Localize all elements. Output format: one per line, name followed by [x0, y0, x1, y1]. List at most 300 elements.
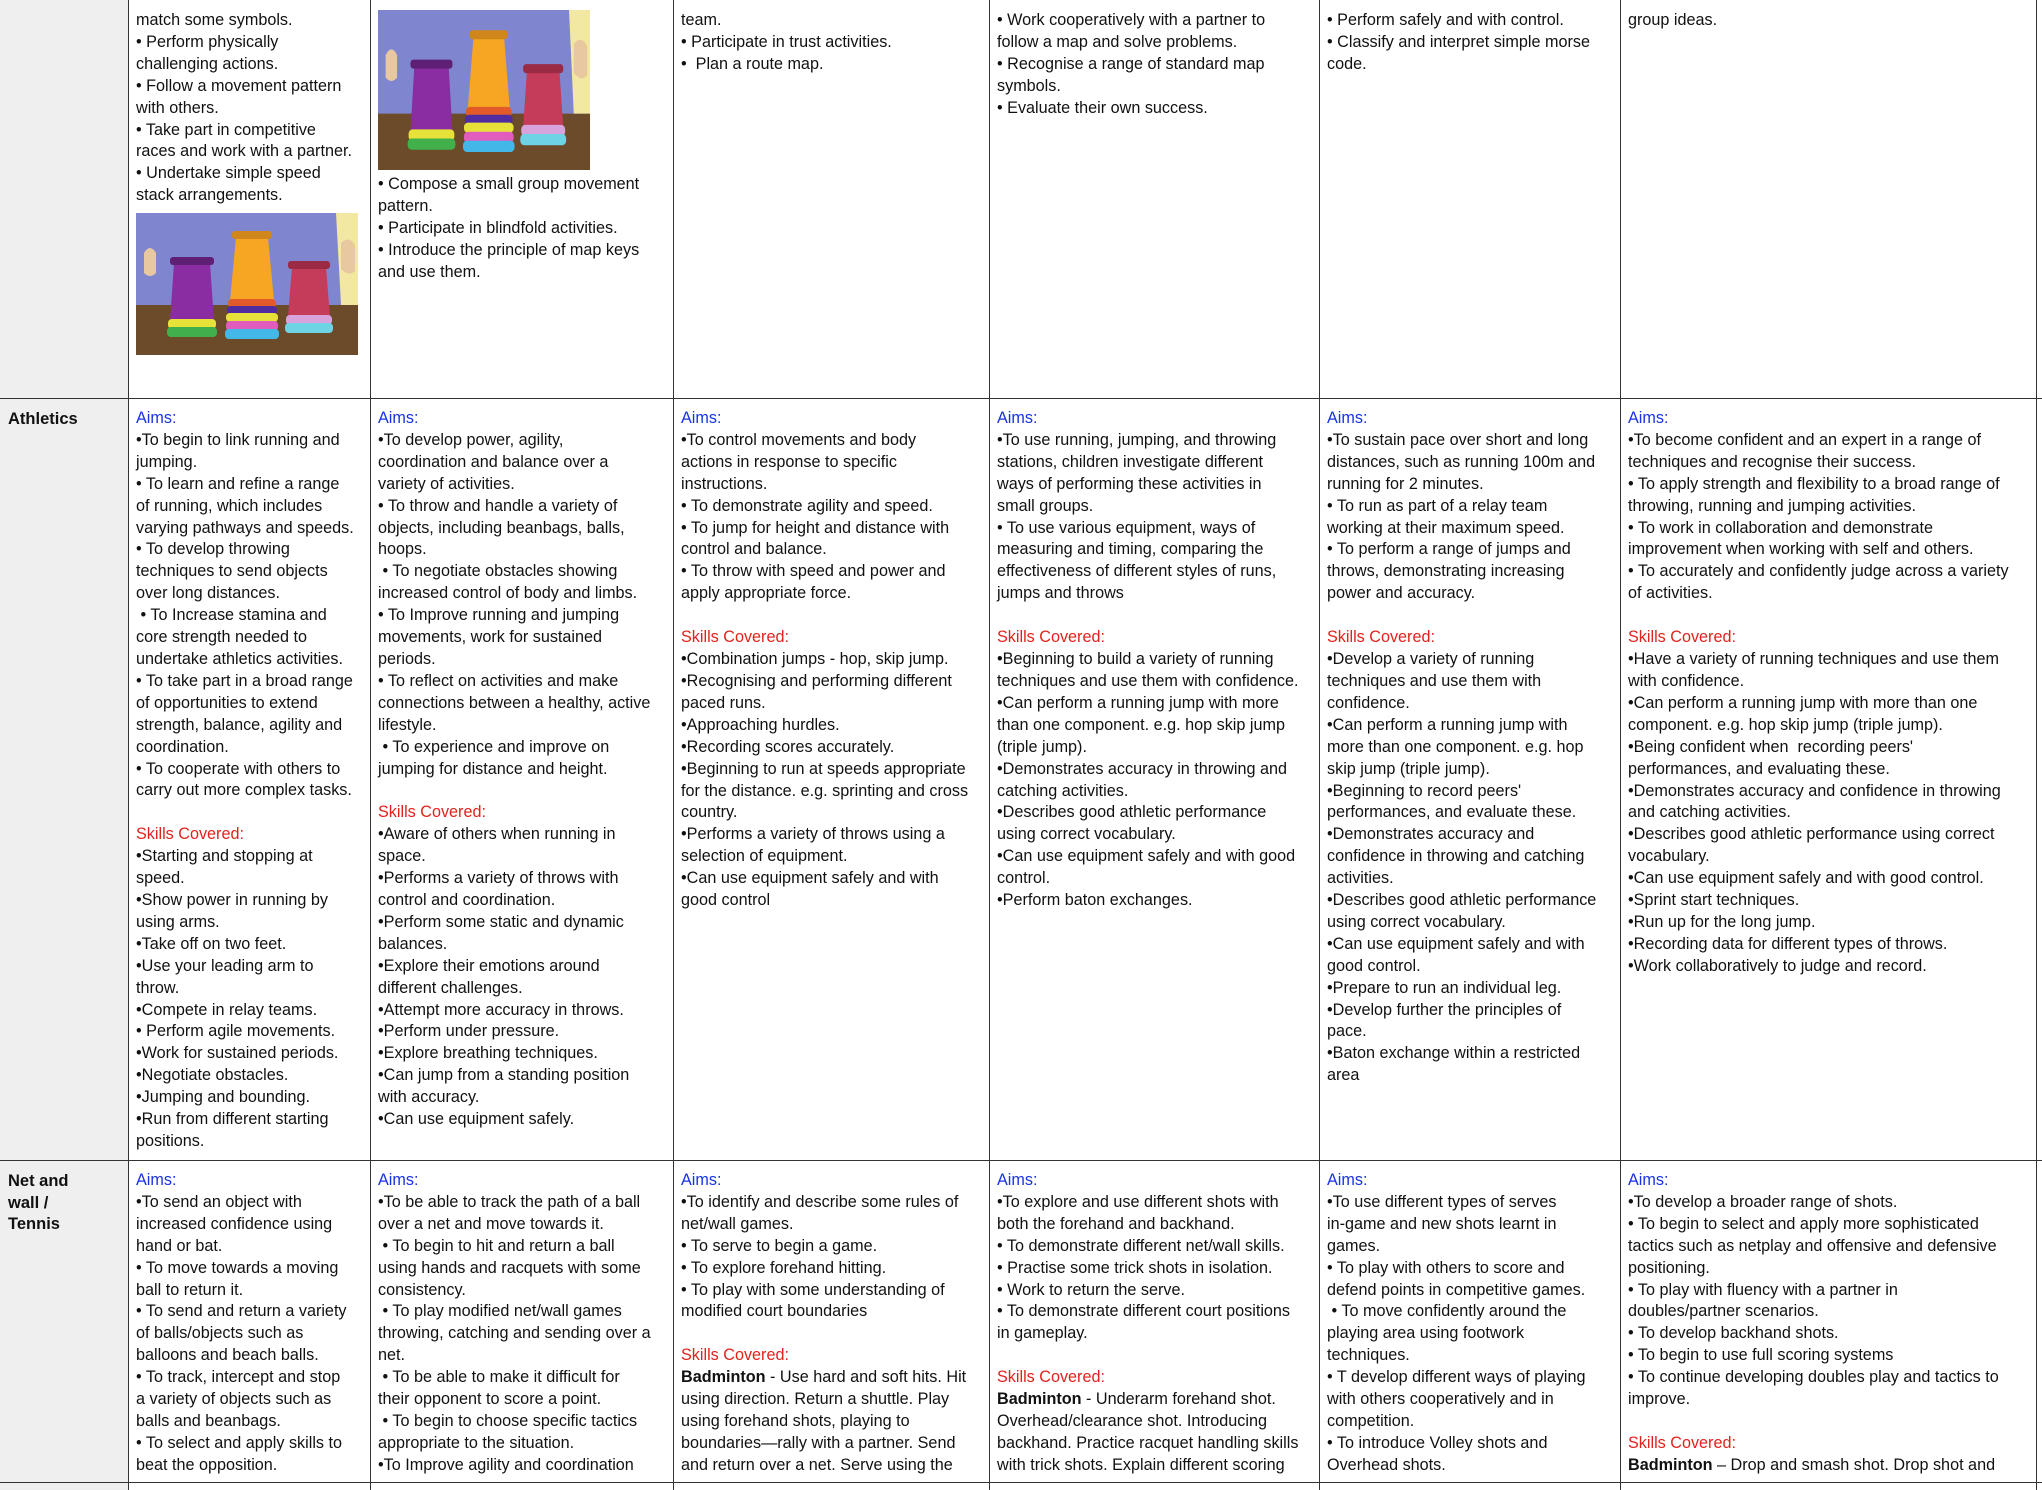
skills-bullet: •Recognising and performing different — [681, 671, 952, 690]
aims-bullet: of activities. — [1628, 584, 1713, 603]
aims-bullet: • To take part in a broad range — [136, 671, 353, 690]
skills-bullet: with accuracy. — [378, 1088, 480, 1107]
skills-bullet: •Describes good athletic performance using correct — [1628, 825, 1995, 844]
aims-bullet: • To negotiate obstacles showing — [378, 562, 618, 581]
aims-bullet: • To begin to use full scoring systems — [1628, 1346, 1894, 1365]
skills-covered-heading: Skills Covered: — [1327, 628, 1435, 647]
aims-bullet: movements, work for sustained — [378, 628, 603, 647]
aims-bullet: doubles/partner scenarios. — [1628, 1302, 1819, 1321]
skills-bullet: •Sprint start techniques. — [1628, 891, 1800, 910]
skills-bullet: •Demonstrates accuracy and — [1327, 825, 1535, 844]
skills-bullet: performances, and evaluate these. — [1327, 803, 1577, 822]
bullet-text: • Evaluate their own success. — [997, 98, 1208, 117]
skills-bullet: •Can use equipment safely and with good — [997, 847, 1296, 866]
aims-bullet: positioning. — [1628, 1258, 1710, 1277]
skills-bullet: •Take off on two feet. — [136, 934, 287, 953]
speed-stack-cups-image — [378, 10, 590, 170]
aims-heading: Aims: — [1327, 409, 1368, 427]
skills-bullet: •Perform some static and dynamic — [378, 912, 624, 931]
aims-bullet: •To begin to link running and — [136, 430, 340, 449]
skills-bullet: pace. — [1327, 1022, 1367, 1041]
skills-bullet: •Explore their emotions around — [378, 956, 600, 975]
aims-bullet: tactics such as netplay and offensive and defensive — [1628, 1236, 1997, 1255]
aims-bullet: ball to return it. — [136, 1280, 244, 1299]
row-label-cell-athletics — [0, 399, 128, 1161]
aims-bullet: • To develop backhand shots. — [1628, 1324, 1839, 1343]
aims-bullet: stations, children investigate different — [997, 452, 1264, 471]
row-divider — [0, 1482, 2042, 1483]
aims-bullet: • To begin to choose specific tactics — [378, 1411, 638, 1430]
skills-covered-heading: Skills Covered: — [997, 628, 1105, 647]
speed-stack-cups-image — [136, 213, 358, 355]
skills-text — [997, 1389, 1311, 1411]
bullet-text: pattern. — [378, 196, 433, 215]
aims-bullet: net/wall games. — [681, 1214, 794, 1233]
aims-bullet: carry out more complex tasks. — [136, 781, 352, 800]
skills-text: boundaries—rally with a partner. Send — [681, 1433, 956, 1452]
bullet-text: • Take part in competitive — [136, 120, 316, 139]
net-cell-col2 — [370, 1161, 673, 1490]
skills-bullet: using arms. — [136, 912, 220, 931]
aims-bullet: • To select and apply skills to — [136, 1433, 343, 1452]
aims-bullet: • To play modified net/wall games — [378, 1302, 622, 1321]
aims-bullet: • Work to return the serve. — [997, 1280, 1185, 1299]
net-cell-col5 — [1319, 1161, 1620, 1490]
aims-bullet: • To explore forehand hitting. — [681, 1258, 887, 1277]
skills-bullet: (triple jump). — [997, 737, 1087, 756]
aims-bullet: • To begin to hit and return a ball — [378, 1236, 615, 1255]
skills-bullet: speed. — [136, 869, 185, 888]
aims-bullet: • To learn and refine a range — [136, 474, 340, 493]
aims-bullet: • To begin to select and apply more sophisticated — [1628, 1214, 1979, 1233]
aims-bullet: their opponent to score a point. — [378, 1390, 602, 1409]
skills-bullet: •Show power in running by — [136, 891, 328, 910]
aims-bullet: • To serve to begin a game. — [681, 1236, 878, 1255]
aims-bullet: • To demonstrate different net/wall skills. — [997, 1236, 1285, 1255]
aims-bullet: balls and beanbags. — [136, 1411, 281, 1430]
spacer — [136, 802, 362, 824]
skills-covered-heading: Skills Covered: — [681, 1346, 789, 1365]
aims-bullet: techniques and recognise their success. — [1628, 452, 1916, 471]
aims-bullet: varying pathways and speeds. — [136, 518, 354, 537]
skills-bullet: •Develop further the principles of — [1327, 1000, 1562, 1019]
column-divider — [1319, 0, 1320, 1490]
aims-bullet: of running, which includes — [136, 496, 323, 515]
spacer — [1628, 1411, 2028, 1433]
bullet-text: and use them. — [378, 262, 481, 281]
aims-bullet: improve. — [1628, 1390, 1691, 1409]
aims-bullet: jumps and throws — [997, 584, 1124, 603]
spacer — [681, 1323, 981, 1345]
aims-bullet: • To play with some understanding of — [681, 1280, 945, 1299]
skills-bullet: techniques and use them with — [1327, 671, 1542, 690]
skills-text: using forehand shots, playing to — [681, 1412, 910, 1431]
skills-bullet: selection of equipment. — [681, 847, 848, 866]
aims-bullet: hoops. — [378, 540, 427, 559]
top-cell-col6 — [1620, 0, 2036, 399]
skills-bullet: control. — [997, 869, 1051, 888]
row-label-net-line-2: wall / — [8, 1193, 49, 1212]
aims-bullet: techniques. — [1327, 1346, 1410, 1365]
skills-bullet: •Demonstrates accuracy in throwing and — [997, 759, 1287, 778]
skills-bullet: •Jumping and bounding. — [136, 1088, 310, 1107]
aims-bullet: •To use different types of serves — [1327, 1192, 1557, 1211]
aims-bullet: small groups. — [997, 496, 1094, 515]
column-divider — [1620, 0, 1621, 1490]
column-divider — [370, 0, 371, 1490]
bullet-text: code. — [1327, 54, 1367, 73]
aims-bullet: • To throw with speed and power and — [681, 562, 946, 581]
bullet-text: with others. — [136, 98, 219, 117]
aims-bullet: • To introduce Volley shots and — [1327, 1433, 1548, 1452]
aims-heading: Aims: — [997, 1171, 1038, 1189]
skills-bullet: catching activities. — [997, 781, 1129, 800]
skills-bullet: •Baton exchange within a restricted — [1327, 1044, 1581, 1063]
aims-heading: Aims: — [1628, 409, 1669, 427]
athletics-cell-col3 — [673, 399, 989, 1161]
skills-bullet: skip jump (triple jump). — [1327, 759, 1490, 778]
aims-bullet: apply appropriate force. — [681, 584, 852, 603]
skills-covered-heading: Skills Covered: — [1628, 628, 1736, 647]
sport-name: Badminton — [681, 1368, 766, 1387]
aims-bullet: coordination. — [136, 737, 229, 756]
aims-bullet: • To cooperate with others to — [136, 759, 341, 778]
aims-bullet: a variety of objects such as — [136, 1390, 332, 1409]
skills-bullet: •Compete in relay teams. — [136, 1000, 318, 1019]
aims-bullet: both the forehand and backhand. — [997, 1214, 1235, 1233]
aims-heading: Aims: — [378, 1171, 419, 1189]
aims-bullet: • To apply strength and flexibility to a broad range of — [1628, 474, 2000, 493]
row-divider — [0, 1160, 2042, 1161]
skills-bullet: using correct vocabulary. — [997, 825, 1176, 844]
aims-bullet: strength, balance, agility and — [136, 715, 343, 734]
skills-bullet: country. — [681, 803, 738, 822]
skills-bullet: •Recording scores accurately. — [681, 737, 895, 756]
row-label-net-line-1: Net and — [8, 1172, 69, 1190]
skills-text-rest: - Use hard and soft hits. Hit — [765, 1368, 967, 1387]
skills-text: Overhead/clearance shot. Introducing — [997, 1412, 1267, 1431]
column-divider — [2036, 0, 2037, 1490]
bullet-text: • Undertake simple speed — [136, 164, 321, 183]
skills-bullet: •Use your leading arm to — [136, 956, 314, 975]
aims-bullet: actions in response to specific — [681, 452, 897, 471]
aims-bullet: • To perform a range of jumps and — [1327, 540, 1571, 559]
aims-heading: Aims: — [378, 409, 419, 427]
skills-text: using direction. Return a shuttle. Play — [681, 1390, 950, 1409]
aims-bullet: • To accurately and confidently judge across a variety — [1628, 562, 2009, 581]
aims-bullet: • To throw and handle a variety of — [378, 496, 618, 515]
aims-bullet: power and accuracy. — [1327, 584, 1476, 603]
aims-bullet: techniques to send objects — [136, 562, 328, 581]
aims-bullet: effectiveness of different styles of runs, — [997, 562, 1277, 581]
athletics-cell-col1 — [128, 399, 370, 1161]
aims-bullet: over long distances. — [136, 584, 280, 603]
aims-heading: Aims: — [1628, 1171, 1669, 1189]
skills-bullet: than one component. e.g. hop skip jump — [997, 715, 1285, 734]
aims-bullet: ways of performing these activities in — [997, 474, 1262, 493]
skills-bullet: •Can perform a running jump with more — [997, 693, 1279, 712]
aims-bullet: • To play with fluency with a partner in — [1628, 1280, 1898, 1299]
skills-bullet: •Can use equipment safely and with — [681, 869, 939, 888]
skills-bullet: •Demonstrates accuracy and confidence in throwing — [1628, 781, 2001, 800]
bullet-text: • Work cooperatively with a partner to — [997, 11, 1266, 29]
skills-bullet: and catching activities. — [1628, 803, 1791, 822]
skills-bullet: good control — [681, 891, 771, 910]
top-cell-col5 — [1319, 0, 1620, 399]
skills-covered-heading: Skills Covered: — [136, 825, 244, 844]
aims-heading: Aims: — [681, 409, 722, 427]
bullet-text: • Recognise a range of standard map — [997, 54, 1265, 73]
bullet-text: • Compose a small group movement — [378, 175, 640, 193]
column-divider — [989, 0, 990, 1490]
bullet-text: • Classify and interpret simple morse — [1327, 32, 1590, 51]
skills-covered-heading: Skills Covered: — [681, 628, 789, 647]
skills-bullet: •Combination jumps - hop, skip jump. — [681, 650, 949, 669]
aims-bullet: of opportunities to extend — [136, 693, 318, 712]
aims-heading: Aims: — [1327, 1171, 1368, 1189]
aims-bullet: •To sustain pace over short and long — [1327, 430, 1589, 449]
row-label-net-line-3: Tennis — [8, 1215, 60, 1233]
aims-bullet: balloons and beach balls. — [136, 1346, 319, 1365]
skills-text-rest: – Drop and smash shot. Drop shot and — [1712, 1455, 1996, 1474]
aims-bullet: • To send and return a variety — [136, 1302, 347, 1321]
column-divider — [673, 0, 674, 1490]
skills-bullet: •Can perform a running jump with more than one — [1628, 693, 1978, 712]
skills-bullet: •Prepare to run an individual leg. — [1327, 978, 1562, 997]
aims-bullet: •To explore and use different shots with — [997, 1192, 1279, 1211]
aims-bullet: jumping. — [136, 452, 198, 471]
aims-bullet: increased control of body and limbs. — [378, 584, 638, 603]
aims-heading: Aims: — [136, 409, 177, 427]
aims-bullet: in gameplay. — [997, 1324, 1088, 1343]
aims-bullet: • To jump for height and distance with — [681, 518, 950, 537]
net-cell-col6 — [1620, 1161, 2036, 1490]
skills-bullet: •Approaching hurdles. — [681, 715, 840, 734]
skills-bullet: •Recording data for different types of throws. — [1628, 934, 1948, 953]
top-cell-col2 — [370, 0, 673, 399]
aims-bullet: • To Increase stamina and — [136, 606, 327, 625]
skills-bullet: •Can perform a running jump with — [1327, 715, 1568, 734]
bullet-text: team. — [681, 11, 722, 29]
skills-bullet: space. — [378, 847, 426, 866]
aims-bullet: •To use running, jumping, and throwing — [997, 430, 1277, 449]
skills-bullet: •Describes good athletic performance — [997, 803, 1267, 822]
skills-bullet: activities. — [1327, 869, 1394, 888]
skills-text: backhand. Practice racquet handling skills — [997, 1433, 1299, 1452]
skills-bullet: •Beginning to record peers' — [1327, 781, 1522, 800]
aims-bullet: • Practise some trick shots in isolation. — [997, 1258, 1273, 1277]
net-cell-col3 — [673, 1161, 989, 1490]
aims-bullet: consistency. — [378, 1280, 466, 1299]
skills-bullet: •Describes good athletic performance — [1327, 891, 1597, 910]
skills-bullet: for the distance. e.g. sprinting and cross — [681, 781, 969, 800]
skills-text-rest: - Underarm forehand shot. — [1081, 1390, 1276, 1409]
aims-bullet: games. — [1327, 1236, 1381, 1255]
skills-bullet: •Have a variety of running techniques and use them — [1628, 650, 2000, 669]
aims-bullet: control and balance. — [681, 540, 827, 559]
aims-bullet: • To Improve running and jumping — [378, 606, 620, 625]
skills-bullet: throw. — [136, 978, 180, 997]
bullet-text: • Plan a route map. — [681, 54, 824, 73]
bullet-text: symbols. — [997, 76, 1061, 95]
aims-bullet: •To control movements and body — [681, 430, 917, 449]
skills-bullet: performances, and evaluating these. — [1628, 759, 1890, 778]
aims-bullet: • To work in collaboration and demonstrate — [1628, 518, 1934, 537]
aims-bullet: throwing, running and jumping activities. — [1628, 496, 1916, 515]
athletics-cell-col6 — [1620, 399, 2036, 1161]
aims-heading: Aims: — [997, 409, 1038, 427]
aims-bullet: increased confidence using — [136, 1214, 333, 1233]
aims-bullet: net. — [378, 1346, 406, 1365]
skills-bullet: •Perform under pressure. — [378, 1022, 560, 1041]
bullet-text: • Participate in trust activities. — [681, 32, 892, 51]
skills-bullet: •Work for sustained periods. — [136, 1044, 339, 1063]
aims-bullet: lifestyle. — [378, 715, 437, 734]
skills-bullet: •Can use equipment safely and with — [1327, 934, 1585, 953]
aims-bullet: • To run as part of a relay team — [1327, 496, 1548, 515]
spacer — [1327, 605, 1612, 627]
aims-bullet: hand or bat. — [136, 1236, 223, 1255]
skills-bullet: confidence. — [1327, 693, 1410, 712]
aims-bullet: throwing, catching and sending over a — [378, 1324, 651, 1343]
aims-bullet: jumping for distance and height. — [378, 759, 608, 778]
sport-name: Badminton — [997, 1390, 1082, 1409]
aims-bullet: beat the opposition. — [136, 1455, 278, 1474]
bullet-text: • Participate in blindfold activities. — [378, 218, 618, 237]
skills-covered-heading: Skills Covered: — [1628, 1433, 1736, 1452]
skills-bullet: •Attempt more accuracy in throws. — [378, 1000, 624, 1019]
row-label-cell-net — [0, 1161, 128, 1490]
bullet-text: races and work with a partner. — [136, 142, 352, 161]
aims-heading: Aims: — [136, 1171, 177, 1189]
skills-bullet: using correct vocabulary. — [1327, 912, 1506, 931]
skills-bullet: techniques and use them with confidence. — [997, 671, 1299, 690]
aims-bullet: defend points in competitive games. — [1327, 1280, 1586, 1299]
aims-bullet: • To reflect on activities and make — [378, 671, 619, 690]
aims-bullet: •To Improve agility and coordination — [378, 1455, 634, 1474]
skills-bullet: good control. — [1327, 956, 1421, 975]
aims-bullet: •To become confident and an expert in a range of — [1628, 430, 1982, 449]
skills-bullet: •Explore breathing techniques. — [378, 1044, 598, 1063]
aims-heading: Aims: — [681, 1171, 722, 1189]
top-cell-col4 — [989, 0, 1319, 399]
aims-bullet: periods. — [378, 649, 436, 668]
skills-bullet: •Can use equipment safely. — [378, 1110, 575, 1129]
aims-bullet: coordination and balance over a — [378, 452, 609, 471]
aims-bullet: • To move confidently around the — [1327, 1302, 1567, 1321]
skills-bullet: •Aware of others when running in — [378, 825, 616, 844]
aims-bullet: running for 2 minutes. — [1327, 474, 1484, 493]
skills-bullet: •Beginning to build a variety of running — [997, 650, 1274, 669]
aims-bullet: • To demonstrate different court positions — [997, 1302, 1291, 1321]
skills-text: with trick shots. Explain different scoring — [997, 1455, 1285, 1474]
aims-bullet: • To demonstrate agility and speed. — [681, 496, 933, 515]
skills-bullet: •Negotiate obstacles. — [136, 1066, 289, 1085]
skills-bullet: •Performs a variety of throws with — [378, 869, 619, 888]
bullet-text: challenging actions. — [136, 54, 279, 73]
aims-bullet: variety of activities. — [378, 474, 515, 493]
aims-bullet: • To develop throwing — [136, 540, 290, 559]
skills-bullet: paced runs. — [681, 693, 766, 712]
skills-bullet: • Perform agile movements. — [136, 1022, 336, 1041]
skills-bullet: area — [1327, 1066, 1360, 1085]
aims-bullet: competition. — [1327, 1411, 1415, 1430]
aims-bullet: improvement when working with self and others. — [1628, 540, 1974, 559]
net-cell-col1 — [128, 1161, 370, 1490]
aims-bullet: Overhead shots. — [1327, 1455, 1446, 1474]
skills-bullet: •Can use equipment safely and with good control. — [1628, 869, 1984, 888]
skills-bullet: •Work collaboratively to judge and record. — [1628, 956, 1927, 975]
top-cell-col3 — [673, 0, 989, 399]
aims-bullet: of balls/objects such as — [136, 1324, 304, 1343]
skills-bullet: •Develop a variety of running — [1327, 650, 1535, 669]
aims-bullet: using hands and racquets with some — [378, 1258, 641, 1277]
aims-bullet: playing area using footwork — [1327, 1324, 1525, 1343]
skills-bullet: •Perform baton exchanges. — [997, 891, 1193, 910]
skills-bullet: •Being confident when recording peers' — [1628, 737, 1914, 756]
aims-bullet: •To be able to track the path of a ball — [378, 1192, 641, 1211]
skills-bullet: vocabulary. — [1628, 847, 1710, 866]
aims-bullet: distances, such as running 100m and — [1327, 452, 1596, 471]
spacer — [378, 780, 665, 802]
aims-bullet: •To develop power, agility, — [378, 430, 564, 449]
aims-bullet: • To use various equipment, ways of — [997, 518, 1256, 537]
aims-bullet: •To send an object with — [136, 1192, 302, 1211]
row-label-cell-top — [0, 0, 128, 399]
top-cell-col1 — [128, 0, 370, 399]
bullet-text: group ideas. — [1628, 11, 1718, 29]
aims-bullet: undertake athletics activities. — [136, 649, 343, 668]
skills-bullet: •Can jump from a standing position — [378, 1066, 630, 1085]
net-cell-col4 — [989, 1161, 1319, 1490]
aims-bullet: • T develop different ways of playing — [1327, 1368, 1586, 1387]
skills-bullet: •Starting and stopping at — [136, 847, 313, 866]
aims-bullet: instructions. — [681, 474, 768, 493]
skills-bullet: balances. — [378, 934, 448, 953]
aims-bullet: over a net and move towards it. — [378, 1214, 604, 1233]
athletics-cell-col5 — [1319, 399, 1620, 1161]
aims-bullet: • To experience and improve on — [378, 737, 610, 756]
skills-text — [681, 1367, 981, 1389]
bullet-text: • Follow a movement pattern — [136, 76, 342, 95]
aims-bullet: • To move towards a moving — [136, 1258, 339, 1277]
skills-text: and return over a net. Serve using the — [681, 1455, 953, 1474]
row-divider — [0, 398, 2042, 399]
spacer — [997, 1345, 1311, 1367]
aims-bullet: • To be able to make it difficult for — [378, 1368, 620, 1387]
aims-bullet: with others cooperatively and in — [1327, 1390, 1554, 1409]
skills-covered-heading: Skills Covered: — [378, 803, 486, 822]
skills-bullet: control and coordination. — [378, 891, 556, 910]
athletics-cell-col2 — [370, 399, 673, 1161]
aims-bullet: • To play with others to score and — [1327, 1258, 1565, 1277]
skills-bullet: •Beginning to run at speeds appropriate — [681, 759, 966, 778]
aims-bullet: throws, demonstrating increasing — [1327, 562, 1565, 581]
aims-bullet: • To track, intercept and stop — [136, 1368, 341, 1387]
bullet-text: match some symbols. — [136, 11, 293, 29]
skills-bullet: positions. — [136, 1132, 205, 1150]
aims-bullet: • To continue developing doubles play and tactics to — [1628, 1368, 1999, 1387]
spacer — [1628, 605, 2028, 627]
aims-bullet: objects, including beanbags, balls, — [378, 518, 625, 537]
skills-bullet: •Performs a variety of throws using a — [681, 825, 945, 844]
aims-bullet: •To develop a broader range of shots. — [1628, 1192, 1898, 1211]
aims-bullet: modified court boundaries — [681, 1302, 868, 1321]
spacer — [997, 605, 1311, 627]
aims-bullet: working at their maximum speed. — [1327, 518, 1565, 537]
skills-bullet: component. e.g. hop skip jump (triple jump). — [1628, 715, 1943, 734]
spacer — [681, 605, 981, 627]
